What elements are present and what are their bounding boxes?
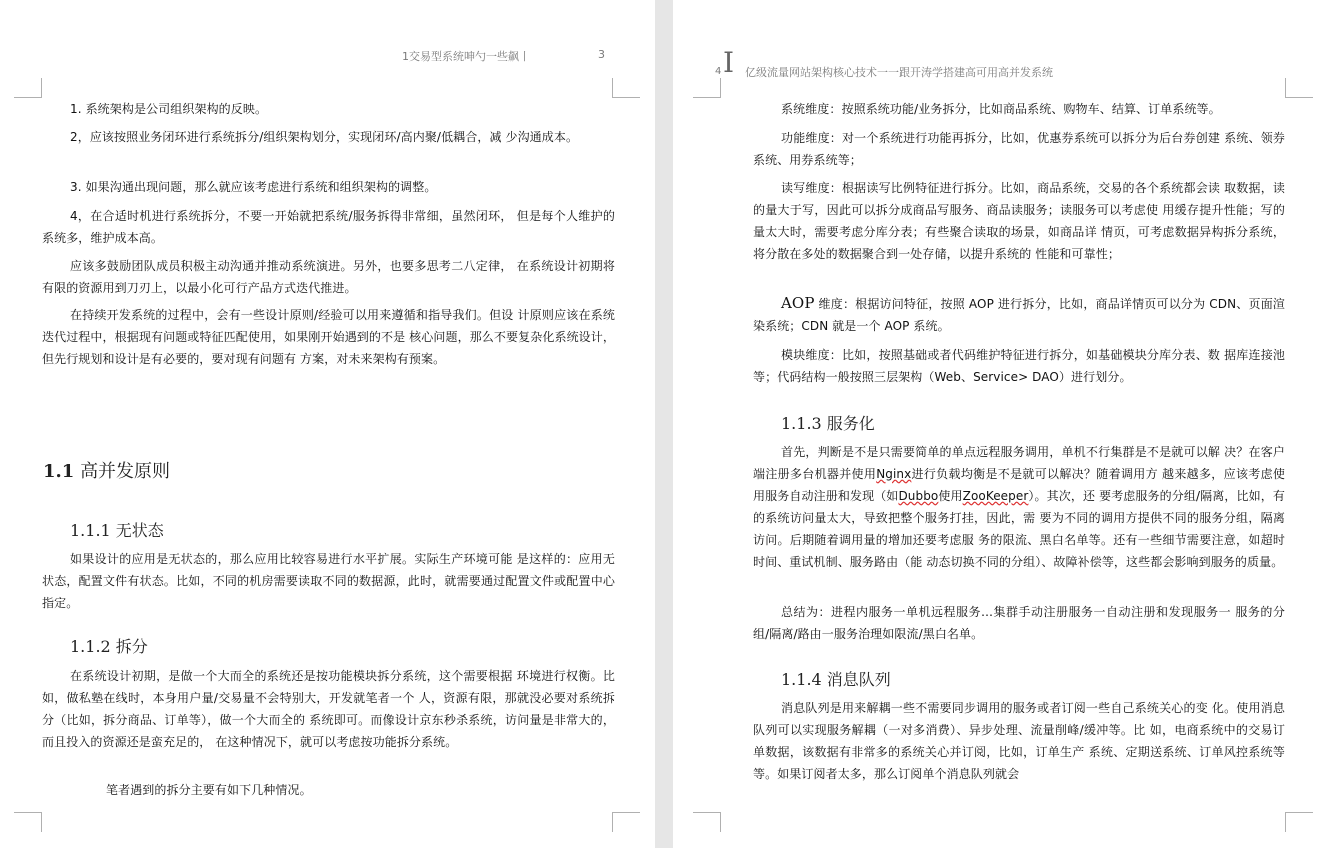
section-title: 高并发原则 xyxy=(80,461,171,482)
document-page-right xyxy=(673,0,1328,848)
crop-mark xyxy=(693,812,721,832)
paragraph: 功能维度：对一个系统进行功能再拆分，比如，优惠券系统可以拆分为后台券创建 系统、领券系统、用券系统等； xyxy=(753,131,1285,167)
paragraph: 3. 如果沟通出现问题，那么就应该考虑进行系统和组织架构的调整。 xyxy=(70,180,437,194)
page-number: 4 xyxy=(715,66,722,77)
paragraph: 模块维度：比如，按照基础或者代码维护特征进行拆分，如基础模块分库分表、数 据库连接池等；代码结构一般按照三层架构（Web、Service> DAO）进行划分。 xyxy=(753,348,1285,384)
paragraph: 4，在合适时机进行系统拆分，不要一开始就把系统/服务拆得非常细，虽然闭环， 但是每个人维护的系统多，维护成本高。 xyxy=(42,209,615,245)
text-run: 进行负载均衡是不是就可以解决？随着调用方 越来越多，应该考虑使用服务自动注册和发现（如 xyxy=(753,467,1285,503)
header-initial: I xyxy=(723,46,735,79)
spellcheck-word: ZooKeeper xyxy=(962,489,1029,503)
page-number: 3 xyxy=(598,48,605,61)
text-run: 使用 xyxy=(938,489,963,503)
paragraph: 笔者遇到的拆分主要有如下几种情况。 xyxy=(106,783,312,797)
subsection-heading: 1.1.4 消息队列 xyxy=(781,670,891,689)
spellcheck-word: Nginx xyxy=(876,467,912,481)
paragraph: 消息队列是用来解耦一些不需要同步调用的服务或者订阅一些自己系统关心的变 化。使用消息队列可以实现服务解耦（一对多消费）、异步处理、流量削峰/缓冲等。比 如，电商系统中的交易订单数据，该数据有非常多的系统关心并订阅，比如，订单生产 系统、定期送系统、订单风控系统等等。如果订阅者太多，那么订阅单个消息队列就会 xyxy=(753,701,1285,781)
crop-mark xyxy=(14,812,42,832)
crop-mark xyxy=(693,78,721,98)
paragraph: 在持续开发系统的过程中，会有一些设计原则/经验可以用来遵循和指导我们。但设 计原则应该在系统迭代过程中，根据现有问题或特征匹配使用，如果刚开始遇到的不是 核心问题，那么不要复杂化系统设计，但先行规划和设计是有必要的，要对现有问题有 方案，对未来架构有预案。 xyxy=(42,308,615,366)
subsection-heading: 1.1.3 服务化 xyxy=(781,414,875,433)
subsection-heading: 1.1.1 无状态 xyxy=(70,521,164,540)
paragraph: 应该多鼓励团队成员积极主动沟通并推动系统演进。另外，也要多思考二八定律， 在系统设计初期将有限的资源用到刀刃上，以最小化可行产品方式迭代推进。 xyxy=(42,259,615,295)
paragraph xyxy=(753,292,1285,337)
spellcheck-word: Dubbo xyxy=(898,489,939,503)
crop-mark xyxy=(612,78,640,98)
crop-mark xyxy=(1285,78,1313,98)
paragraph: 2，应该按照业务闭环进行系统拆分/组织架构划分，实现闭环/高内聚/低耦合，减 少沟通成本。 xyxy=(70,130,579,144)
aop-label: AOP xyxy=(781,294,815,312)
section-number: 1.1 xyxy=(43,461,75,482)
paragraph: 1. 系统架构是公司组织架构的反映。 xyxy=(70,102,268,116)
document-page-left xyxy=(0,0,655,848)
paragraph: 系统维度：按照系统功能/业务拆分，比如商品系统、购物车、结算、订单系统等。 xyxy=(781,102,1221,116)
crop-mark xyxy=(612,812,640,832)
paragraph: 总结为：进程内服务一单机远程服务…集群手动注册服务一自动注册和发现服务一 服务的分组/隔离/路由一服务治理如限流/黑白名单。 xyxy=(753,605,1285,641)
paragraph: 在系统设计初期，是做一个大而全的系统还是按功能模块拆分系统，这个需要根据 环境进行权衡。比如，做私塾在线时，本身用户量/交易量不会特别大，开发就笔者一个 人，资源有限，那就没必要对系统拆分（比如，拆分商品、订单等），做一个大而全的 系统即可。而像设计京东秒杀系统，访问量是非常大的，而且投入的资源还是蛮充足的， 在这种情况下，就可以考虑按功能拆分系统。 xyxy=(42,669,615,749)
text-run: 首先，判断是不是只需要简单的单点远程服务调用，单机不行集群是不是就可以解 决？在客户端注册多台机器并使用 xyxy=(753,445,1285,481)
crop-mark xyxy=(14,78,42,98)
text-run: ）。其次，还 要考虑服务的分组/隔离，比如，有的系统访问量太大，导致把整个服务打挂，因此，需 要为不同的调用方提供不同的服务分组，隔离访问。后期随着调用量的增加还要考虑服 务的限流、黑白名单等。还有一些细节需要注意，如超时时间、重试机制、服务路由（能 动态切换不同的分组）、故障补偿等，这些都会影响到服务的质量。 xyxy=(753,489,1286,569)
running-header: 1交易型系统呻勺一些飙丨 xyxy=(402,50,530,63)
subsection-heading: 1.1.2 拆分 xyxy=(70,637,148,656)
paragraph: 读写维度：根据读写比例特征进行拆分。比如，商品系统，交易的各个系统都会读 取数据，读的量大于写，因此可以拆分成商品写服务、商品读服务；读服务可以考虑使 用缓存提升性能；写的量太大时，需要考虑分库分表；有些聚合读取的场景，如商品详 情页，可考虑数据异构拆分系统，将分散在多处的数据聚合到一处存储，以提升系统的 性能和可靠性； xyxy=(753,181,1285,261)
paragraph xyxy=(753,441,1285,573)
aop-text: 维度：根据访问特征，按照 AOP 进行拆分，比如，商品详情页可以分为 CDN、页面渲染系统；CDN 就是一个 AOP 系统。 xyxy=(753,297,1285,333)
crop-mark xyxy=(1285,812,1313,832)
section-heading xyxy=(43,457,170,483)
paragraph: 如果设计的应用是无状态的，那么应用比较容易进行水平扩展。实际生产环境可能 是这样的：应用无状态，配置文件有状态。比如，不同的机房需要读取不同的数据源，此时，就需要通过配置文件或配置中心指定。 xyxy=(42,552,615,610)
running-header: 亿级流量网站架构核心技术一一跟开涛学搭建高可用高并发系统 xyxy=(745,66,1053,79)
